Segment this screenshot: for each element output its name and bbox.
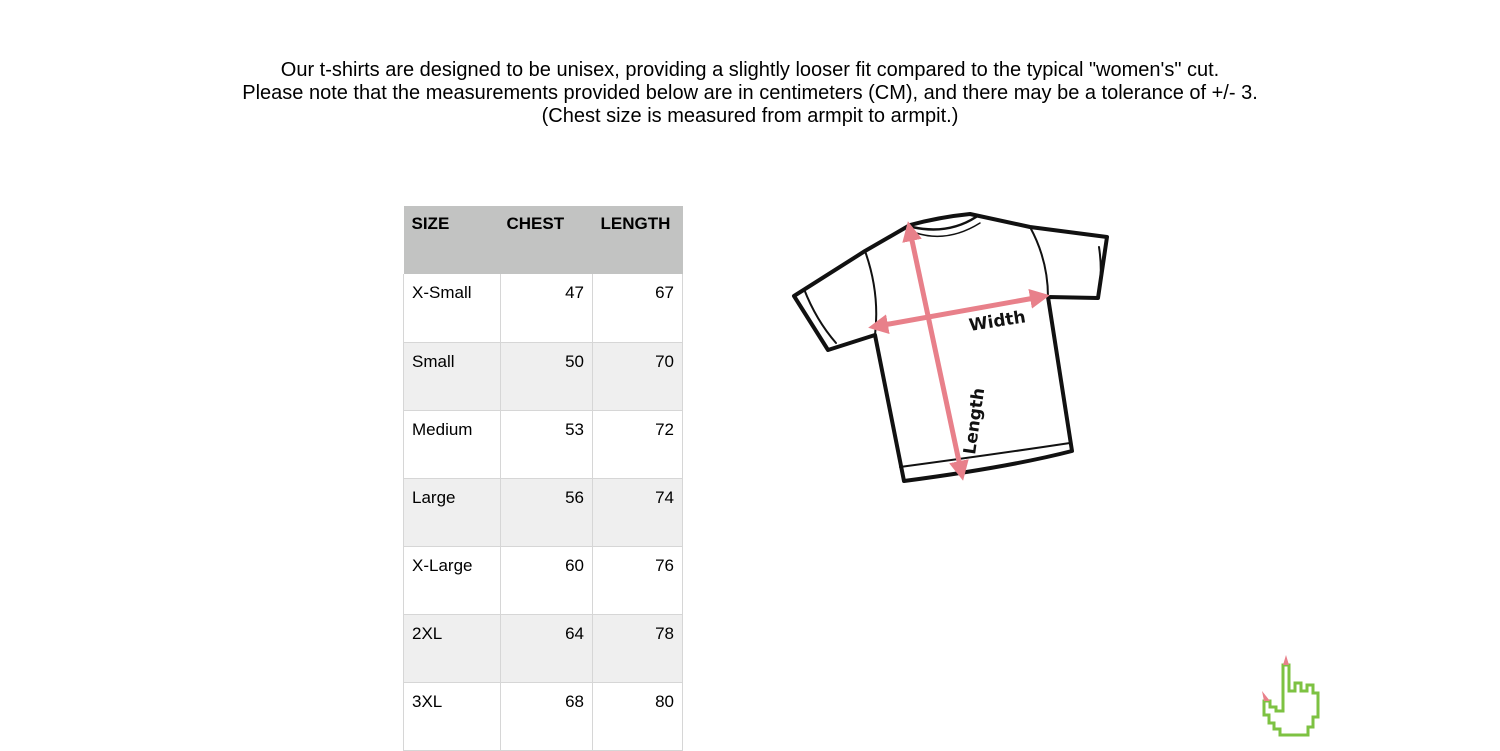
cell-chest: 47: [501, 274, 593, 342]
shirt-outline: [794, 214, 1107, 481]
cell-size: X-Large: [404, 546, 501, 614]
cell-size: Medium: [404, 410, 501, 478]
cell-length: 76: [593, 546, 683, 614]
intro-line-1: Our t-shirts are designed to be unisex, providing a slightly looser fit compared to the typical "women's" cut.: [280, 59, 1220, 81]
table-row: [404, 342, 683, 410]
table-row: [404, 682, 683, 750]
header-size: SIZE: [404, 206, 501, 274]
cell-chest: 64: [501, 614, 593, 682]
table-row: [404, 410, 683, 478]
intro-line-3: (Chest size is measured from armpit to armpit.): [541, 105, 959, 127]
table-row: [404, 546, 683, 614]
cell-length: 80: [593, 682, 683, 750]
width-label: Width: [967, 307, 1028, 336]
cell-length: 78: [593, 614, 683, 682]
cell-chest: 50: [501, 342, 593, 410]
cursor-tip: [1283, 655, 1289, 665]
tshirt-icon: [780, 205, 1120, 495]
cell-length: 70: [593, 342, 683, 410]
hem-line: [900, 443, 1070, 467]
cell-length: 74: [593, 478, 683, 546]
cell-size: Small: [404, 342, 501, 410]
size-chart-table: [403, 206, 683, 751]
header-chest: CHEST: [501, 206, 593, 274]
cell-size: 3XL: [404, 682, 501, 750]
cell-length: 72: [593, 410, 683, 478]
cell-chest: 53: [501, 410, 593, 478]
cell-chest: 60: [501, 546, 593, 614]
left-sleeve-seam: [865, 251, 876, 335]
table-header-row: [404, 206, 683, 274]
intro-line-2: Please note that the measurements provided below are in centimeters (CM), and there may be a tolerance of +/- 3.: [242, 82, 1258, 104]
cell-size: 2XL: [404, 614, 501, 682]
header-length: LENGTH: [593, 206, 683, 274]
intro-text: [0, 59, 1500, 128]
cell-size: Large: [404, 478, 501, 546]
table-row: [404, 274, 683, 342]
right-sleeve-seam: [1030, 227, 1048, 297]
hand-pointer-icon: [1258, 655, 1324, 741]
table-row: [404, 614, 683, 682]
cell-chest: 68: [501, 682, 593, 750]
cell-length: 67: [593, 274, 683, 342]
length-label: Length: [960, 386, 990, 456]
table-row: [404, 478, 683, 546]
cell-chest: 56: [501, 478, 593, 546]
cell-size: X-Small: [404, 274, 501, 342]
length-arrow: [910, 231, 961, 471]
